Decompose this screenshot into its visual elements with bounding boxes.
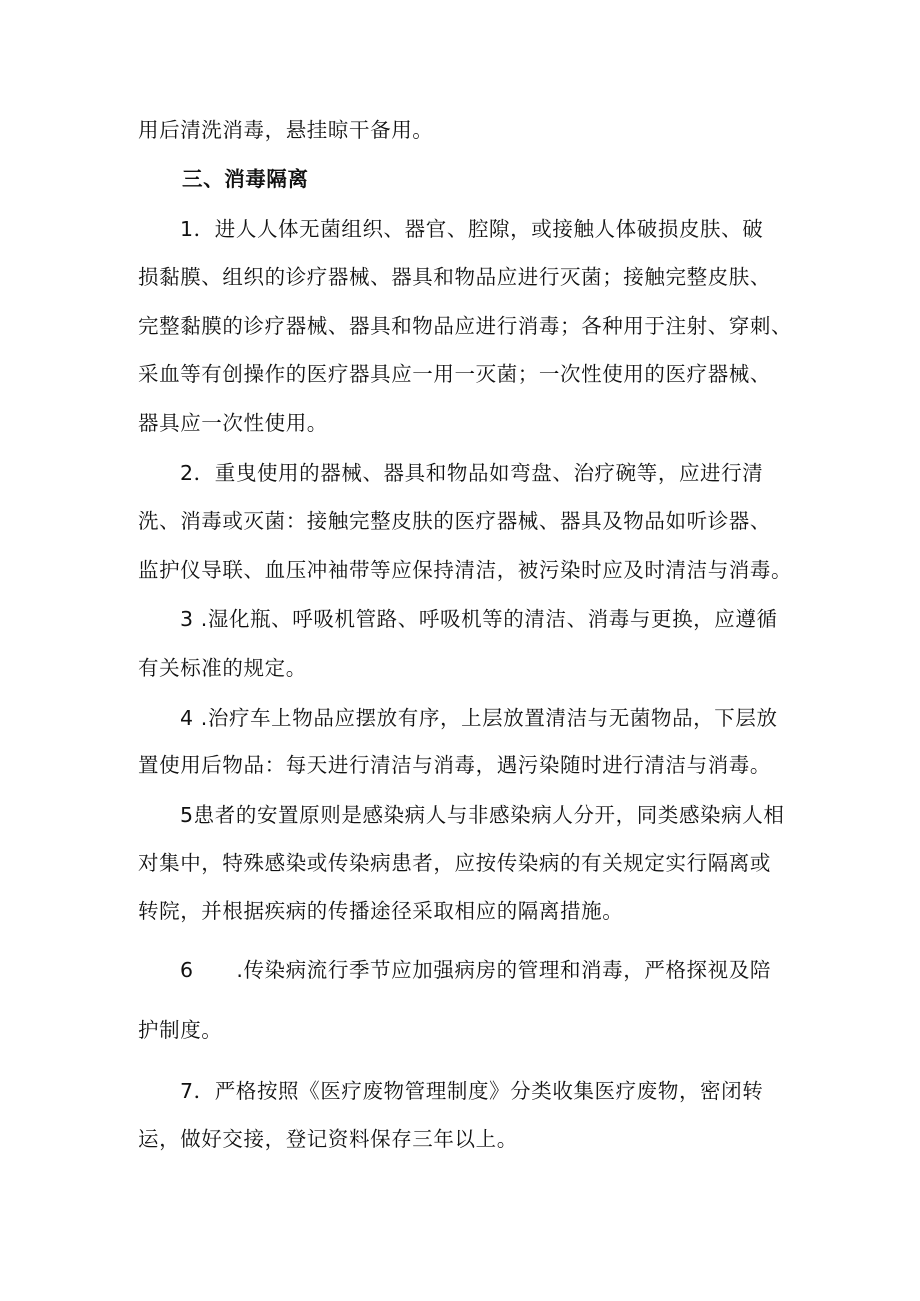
paragraph-line: 对集中，特殊感染或传染病患者，应按传染病的有关规定实行隔离或 xyxy=(138,851,771,875)
paragraph-line: 6 .传染病流行季节应加强病房的管理和消毒，严格探视及陪 xyxy=(180,958,771,982)
paragraph-line: 监护仪导联、血压冲袖带等应保持清洁，被污染时应及时清洁与消毒。 xyxy=(138,558,793,582)
paragraph-line: 4 .治疗车上物品应摆放有序，上层放置清洁与无菌物品，下层放 xyxy=(180,706,778,730)
paragraph-line: 5患者的安置原则是感染病人与非感染病人分开，同类感染病人相 xyxy=(180,803,785,827)
paragraph-line: 置使用后物品：每天进行清洁与消毒，遇污染随时进行清洁与消毒。 xyxy=(138,753,771,777)
paragraph-line: 用后清洗消毒，悬挂晾干备用。 xyxy=(138,118,434,142)
paragraph-line: 转院，并根据疾病的传播途径采取相应的隔离措施。 xyxy=(138,899,624,923)
paragraph-line: 洗、消毒或灭菌：接触完整皮肤的医疗器械、器具及物品如听诊器、 xyxy=(138,509,771,533)
paragraph-line: 器具应一次性使用。 xyxy=(138,411,328,435)
paragraph-line: 损黏膜、组织的诊疗器械、器具和物品应进行灭菌；接触完整皮肤、 xyxy=(138,265,771,289)
paragraph-line: 1．进人人体无菌组织、器官、腔隙，或接触人体破损皮肤、破 xyxy=(180,217,764,241)
paragraph-line: 有关标准的规定。 xyxy=(138,656,307,680)
paragraph-line: 运，做好交接，登记资料保存三年以上。 xyxy=(138,1127,518,1151)
paragraph-line: 完整黏膜的诊疗器械、器具和物品应进行消毒；各种用于注射、穿刺、 xyxy=(138,314,793,338)
paragraph-line: 护制度。 xyxy=(138,1018,223,1042)
paragraph-line: 7．严格按照《医疗废物管理制度》分类收集医疗废物，密闭转 xyxy=(180,1079,764,1103)
section-heading: 三、消毒隔离 xyxy=(182,167,309,191)
paragraph-line: 采血等有创操作的医疗器具应一用一灭菌；一次性使用的医疗器械、 xyxy=(138,362,771,386)
paragraph-line: 2．重曳使用的器械、器具和物品如弯盘、治疗碗等，应进行清 xyxy=(180,461,764,485)
paragraph-line: 3 .湿化瓶、呼吸机管路、呼吸机等的清洁、消毒与更换，应遵循 xyxy=(180,607,778,631)
